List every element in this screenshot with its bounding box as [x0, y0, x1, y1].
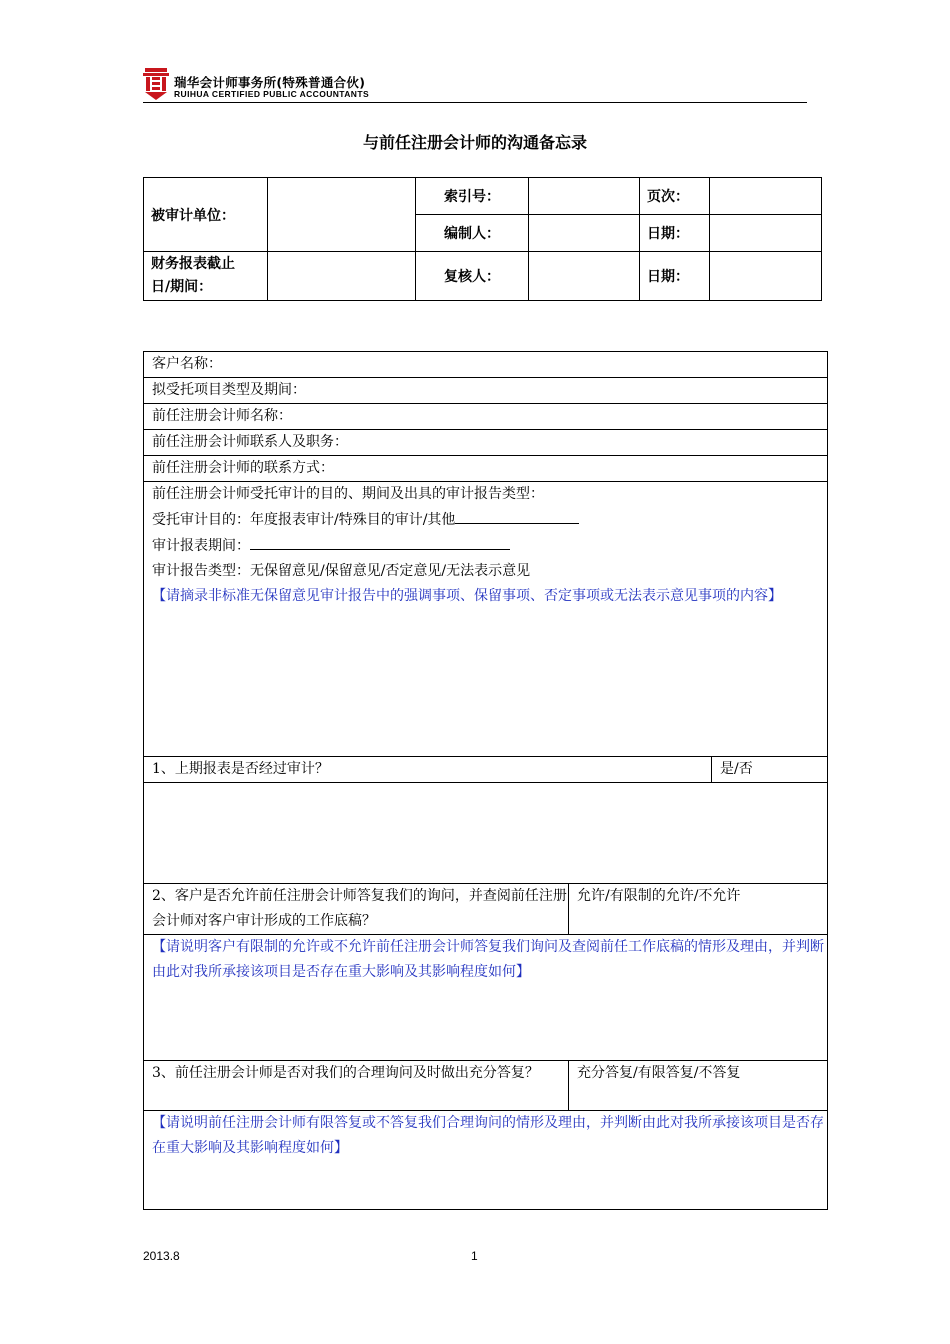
audited-entity-label: 被审计单位：	[144, 178, 268, 252]
date-label-1: 日期：	[640, 215, 710, 252]
purpose-heading: 前任注册会计师受托审计的目的、期间及出具的审计报告类型：	[152, 486, 544, 502]
note-2[interactable]: 【请说明客户有限制的允许或不允许前任注册会计师答复我们询问及查阅前任工作底稿的情形及理由，并判断由此对我所承接该项目是否存在重大影响及其影响程度如何】	[144, 935, 828, 1061]
client-name-row[interactable]: 客户名称：	[144, 352, 828, 378]
info-table	[143, 177, 822, 301]
q1-response-area[interactable]	[144, 783, 828, 884]
footer-date: 2013.8	[143, 1249, 180, 1263]
index-no-label: 索引号：	[416, 178, 529, 215]
report-type-line: 审计报告类型：无保留意见/保留意见/否定意见/无法表示意见	[152, 563, 531, 579]
predecessor-contact-method-row[interactable]: 前任注册会计师的联系方式：	[144, 456, 828, 482]
page-label: 页次：	[640, 178, 710, 215]
period-value[interactable]	[268, 252, 416, 301]
communication-memo-table	[143, 351, 828, 1210]
q2-question: 2、客户是否允许前任注册会计师答复我们的询问，并查阅前任注册会计师对客户审计形成的工作底稿？	[144, 884, 569, 935]
q3-answer[interactable]: 充分答复/有限答复/不答复	[569, 1061, 828, 1111]
predecessor-contact-person-row[interactable]: 前任注册会计师联系人及职务：	[144, 430, 828, 456]
purpose-line: 受托审计目的：年度报表审计/特殊目的审计/其他	[152, 507, 827, 533]
firm-name-cn: 瑞华会计师事务所(特殊普通合伙)	[174, 75, 366, 90]
period-blank-line[interactable]	[250, 533, 510, 550]
q1-answer[interactable]: 是/否	[712, 757, 828, 783]
date-value-1[interactable]	[710, 215, 822, 252]
firm-name-en: RUIHUA CERTIFIED PUBLIC ACCOUNTANTS	[174, 89, 370, 99]
other-blank-line[interactable]	[455, 507, 579, 524]
engagement-type-row[interactable]: 拟受托项目类型及期间：	[144, 378, 828, 404]
date-label-2: 日期：	[640, 252, 710, 301]
period-label-line1: 财务报表截止	[151, 256, 235, 272]
document-title: 与前任注册会计师的沟通备忘录	[362, 133, 587, 152]
period-line: 审计报表期间：	[152, 533, 827, 559]
q2-answer[interactable]: 允许/有限制的允许/不允许	[569, 884, 828, 935]
reviewed-by-label: 复核人：	[416, 252, 529, 301]
period-label	[144, 252, 268, 301]
q3-question: 3、前任注册会计师是否对我们的合理询问及时做出充分答复？	[144, 1061, 569, 1111]
letterhead	[143, 68, 807, 104]
reviewed-by-value[interactable]	[529, 252, 640, 301]
note-1: 【请摘录非标准无保留意见审计报告中的强调事项、保留事项、否定事项或无法表示意见事项的内容】	[152, 588, 782, 604]
prior-audit-section[interactable]	[144, 482, 828, 757]
footer-page-number: 1	[471, 1249, 478, 1263]
audited-entity-value[interactable]	[268, 178, 416, 252]
period-label-line2: 日/期间：	[151, 279, 213, 295]
prepared-by-value[interactable]	[529, 215, 640, 252]
date-value-2[interactable]	[710, 252, 822, 301]
page-value[interactable]	[710, 178, 822, 215]
index-no-value[interactable]	[529, 178, 640, 215]
note-3[interactable]: 【请说明前任注册会计师有限答复或不答复我们合理询问的情形及理由，并判断由此对我所承接该项目是否存在重大影响及其影响程度如何】	[144, 1111, 828, 1210]
header-divider	[143, 102, 807, 103]
q1-question: 1、上期报表是否经过审计？	[144, 757, 712, 783]
prepared-by-label: 编制人：	[416, 215, 529, 252]
predecessor-name-row[interactable]: 前任注册会计师名称：	[144, 404, 828, 430]
firm-logo-icon	[143, 68, 169, 100]
